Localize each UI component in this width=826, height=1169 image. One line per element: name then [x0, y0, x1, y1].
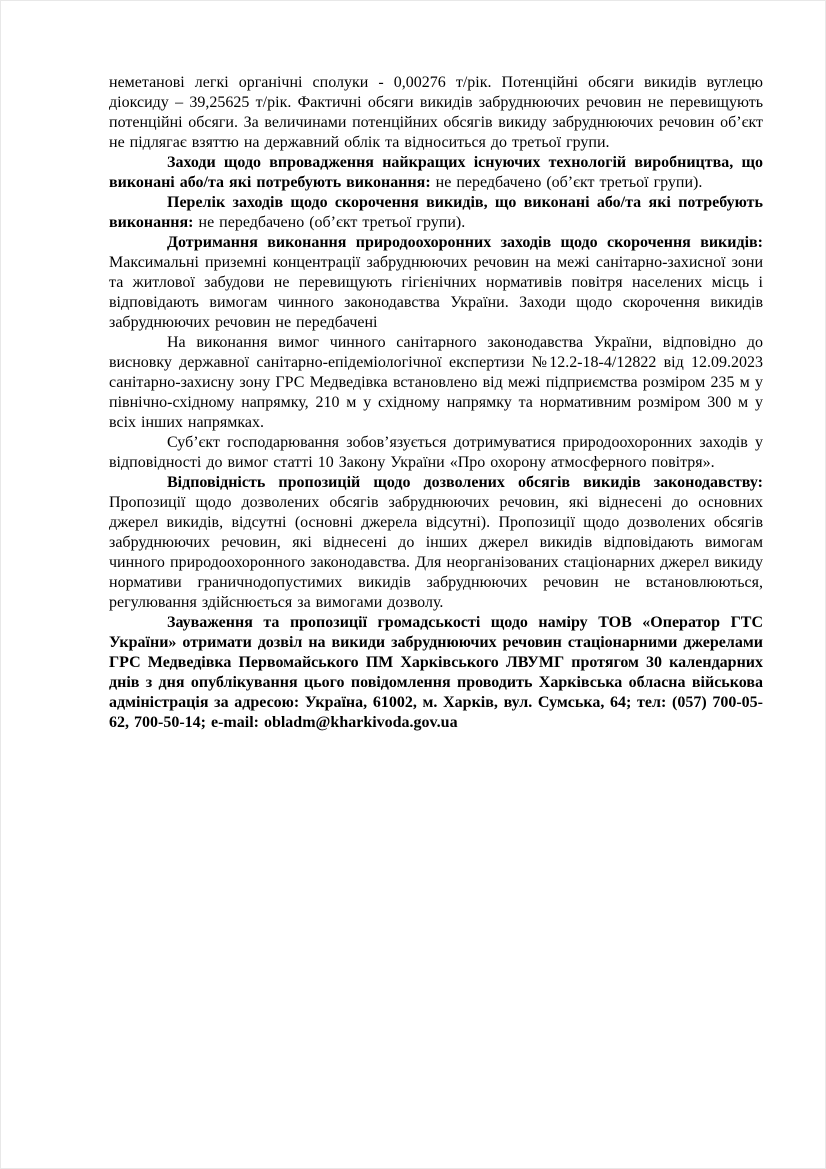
paragraph-text: неметанові легкі органічні сполуки - 0,00276 т/рік. Потенційні обсяги викидів вуглецю діоксиду – 39,25625 т/рік. Фактичні обсяги викидів забруднюючих речовин не перевищують потенційні обсяги. За величинами потенційних обсягів викиду забруднюючих речовин об’єкт не підлягає взяттю на державний облік та відноситься до третьої групи. [109, 74, 763, 151]
paragraph-emission-volumes [109, 73, 763, 153]
paragraph-best-technologies-measures [109, 153, 763, 193]
paragraph-text: Пропозиції щодо дозволених обсягів забруднюючих речовин, які віднесені до основних джерел викидів, відсутні (основні джерела відсутні). Пропозиції щодо дозволених обсягів забруднюючих речовин, які віднесені до інших джерел викидів відповідають вимогам чинного природоохоронного законодавства. Для неорганізованих стаціонарних джерел викиду нормативи граничнодопустимих викидів забруднюючих речовин не встановлюються, регулювання здійснюється за вимогами дозволу. [109, 494, 763, 611]
paragraph-text: Максимальні приземні концентрації забруднюючих речовин на межі санітарно-захисної зони та житлової забудови не перевищують гігієнічних нормативів повітря населених місць і відповідають вимогам чинного законодавства України. Заходи щодо скорочення викидів забруднюючих речовин не передбачені [109, 254, 763, 331]
paragraph-sanitary-protection-zone [109, 333, 763, 433]
paragraph-text: не передбачено (об’єкт третьої групи). [193, 214, 466, 231]
paragraph-text: не передбачено (об’єкт третьої групи). [430, 174, 703, 191]
paragraph-heading: Перелік заходів щодо скорочення викидів, що виконані або/та які потребують виконання: [109, 194, 763, 231]
paragraph-heading: Дотримання виконання природоохоронних заходів щодо скорочення викидів: [167, 234, 763, 251]
paragraph-legal-obligation [109, 433, 763, 473]
paragraph-public-comments-notice [109, 613, 763, 733]
paragraph-heading: Зауваження та пропозиції громадськості щодо наміру ТОВ «Оператор ГТС України» отримати дозвіл на викиди забруднюючих речовин стаціонарними джерелами ГРС Медведівка Первомайського ПМ Харківського ЛВУМГ протягом 30 календарних днів з дня опублікування цього повідомлення проводить Харківська обласна військова адміністрація за адресою: Україна, 61002, м. Харків, вул. Сумська, 64; тел: (057) 700-05-62, 700-50-14; e-mail: obladm@kharkivoda.gov.ua [109, 614, 763, 731]
paragraph-proposals-law-compliance [109, 473, 763, 613]
paragraph-emission-reduction-list [109, 193, 763, 233]
paragraph-text: Суб’єкт господарювання зобов’язується дотримуватися природоохоронних заходів у відповідності до вимог статті 10 Закону України «Про охорону атмосферного повітря». [109, 434, 763, 471]
paragraph-heading: Заходи щодо впровадження найкращих існуючих технологій виробництва, що виконані або/та які потребують виконання: [109, 154, 763, 191]
paragraph-heading: Відповідність пропозицій щодо дозволених обсягів викидів законодавству: [167, 474, 763, 491]
paragraph-environmental-measures-compliance [109, 233, 763, 333]
paragraph-text: На виконання вимог чинного санітарного законодавства України, відповідно до висновку державної санітарно-епідеміологічної експертизи №12.2-18-4/12822 від 12.09.2023 санітарно-захисну зону ГРС Медведівка встановлено від межі підприємства розміром 235 м у північно-східному напрямку, 210 м у східному напрямку та нормативним розміром 300 м у всіх інших напрямках. [109, 334, 763, 431]
document-body [109, 73, 763, 733]
